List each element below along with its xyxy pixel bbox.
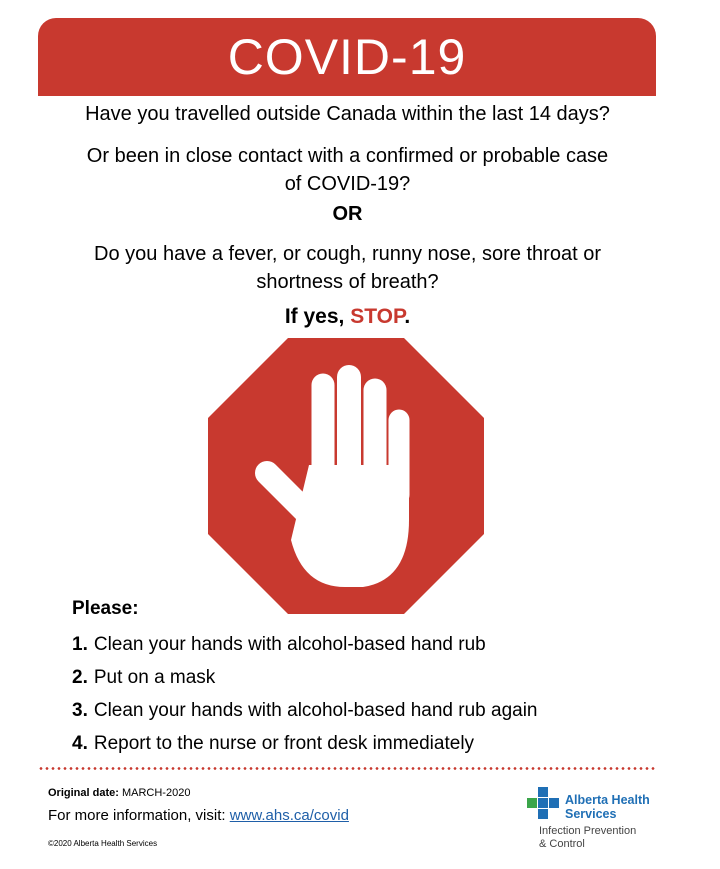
question-contact: Or been in close contact with a confirmed or probable case of COVID-19? bbox=[86, 145, 609, 195]
list-item: 4. Report to the nurse or front desk immediately bbox=[72, 733, 475, 754]
title-banner bbox=[38, 18, 656, 96]
ahs-cross-icon bbox=[527, 787, 559, 819]
more-info: For more information, visit: www.ahs.ca/covid bbox=[48, 807, 349, 824]
steps-heading: Please: bbox=[72, 598, 139, 619]
stop-word: STOP bbox=[350, 305, 405, 328]
stop-hand-icon bbox=[205, 335, 487, 617]
dotted-divider bbox=[38, 767, 656, 770]
stop-instruction: If yes, STOP. bbox=[284, 305, 411, 328]
question-travel: Have you travelled outside Canada within the last 14 days? bbox=[85, 103, 610, 125]
copyright: ©2020 Alberta Health Services bbox=[48, 839, 158, 848]
or-separator: OR bbox=[332, 203, 363, 225]
ahs-logo bbox=[527, 787, 667, 849]
page-title: COVID-19 bbox=[227, 29, 467, 85]
question-symptoms: Do you have a fever, or cough, runny nose, sore throat or shortness of breath? bbox=[94, 243, 601, 293]
logo-subtitle: Infection Prevention & Control bbox=[539, 825, 637, 850]
list-item: 1. Clean your hands with alcohol-based hand rub bbox=[72, 634, 486, 655]
original-date: Original date: MARCH-2020 bbox=[48, 787, 191, 799]
list-item: 3. Clean your hands with alcohol-based hand rub again bbox=[72, 700, 538, 721]
list-item: 2. Put on a mask bbox=[72, 667, 216, 688]
logo-name: Alberta Health Services bbox=[565, 793, 650, 821]
covid-info-link[interactable]: www.ahs.ca/covid bbox=[229, 807, 349, 824]
steps-list bbox=[72, 628, 538, 760]
